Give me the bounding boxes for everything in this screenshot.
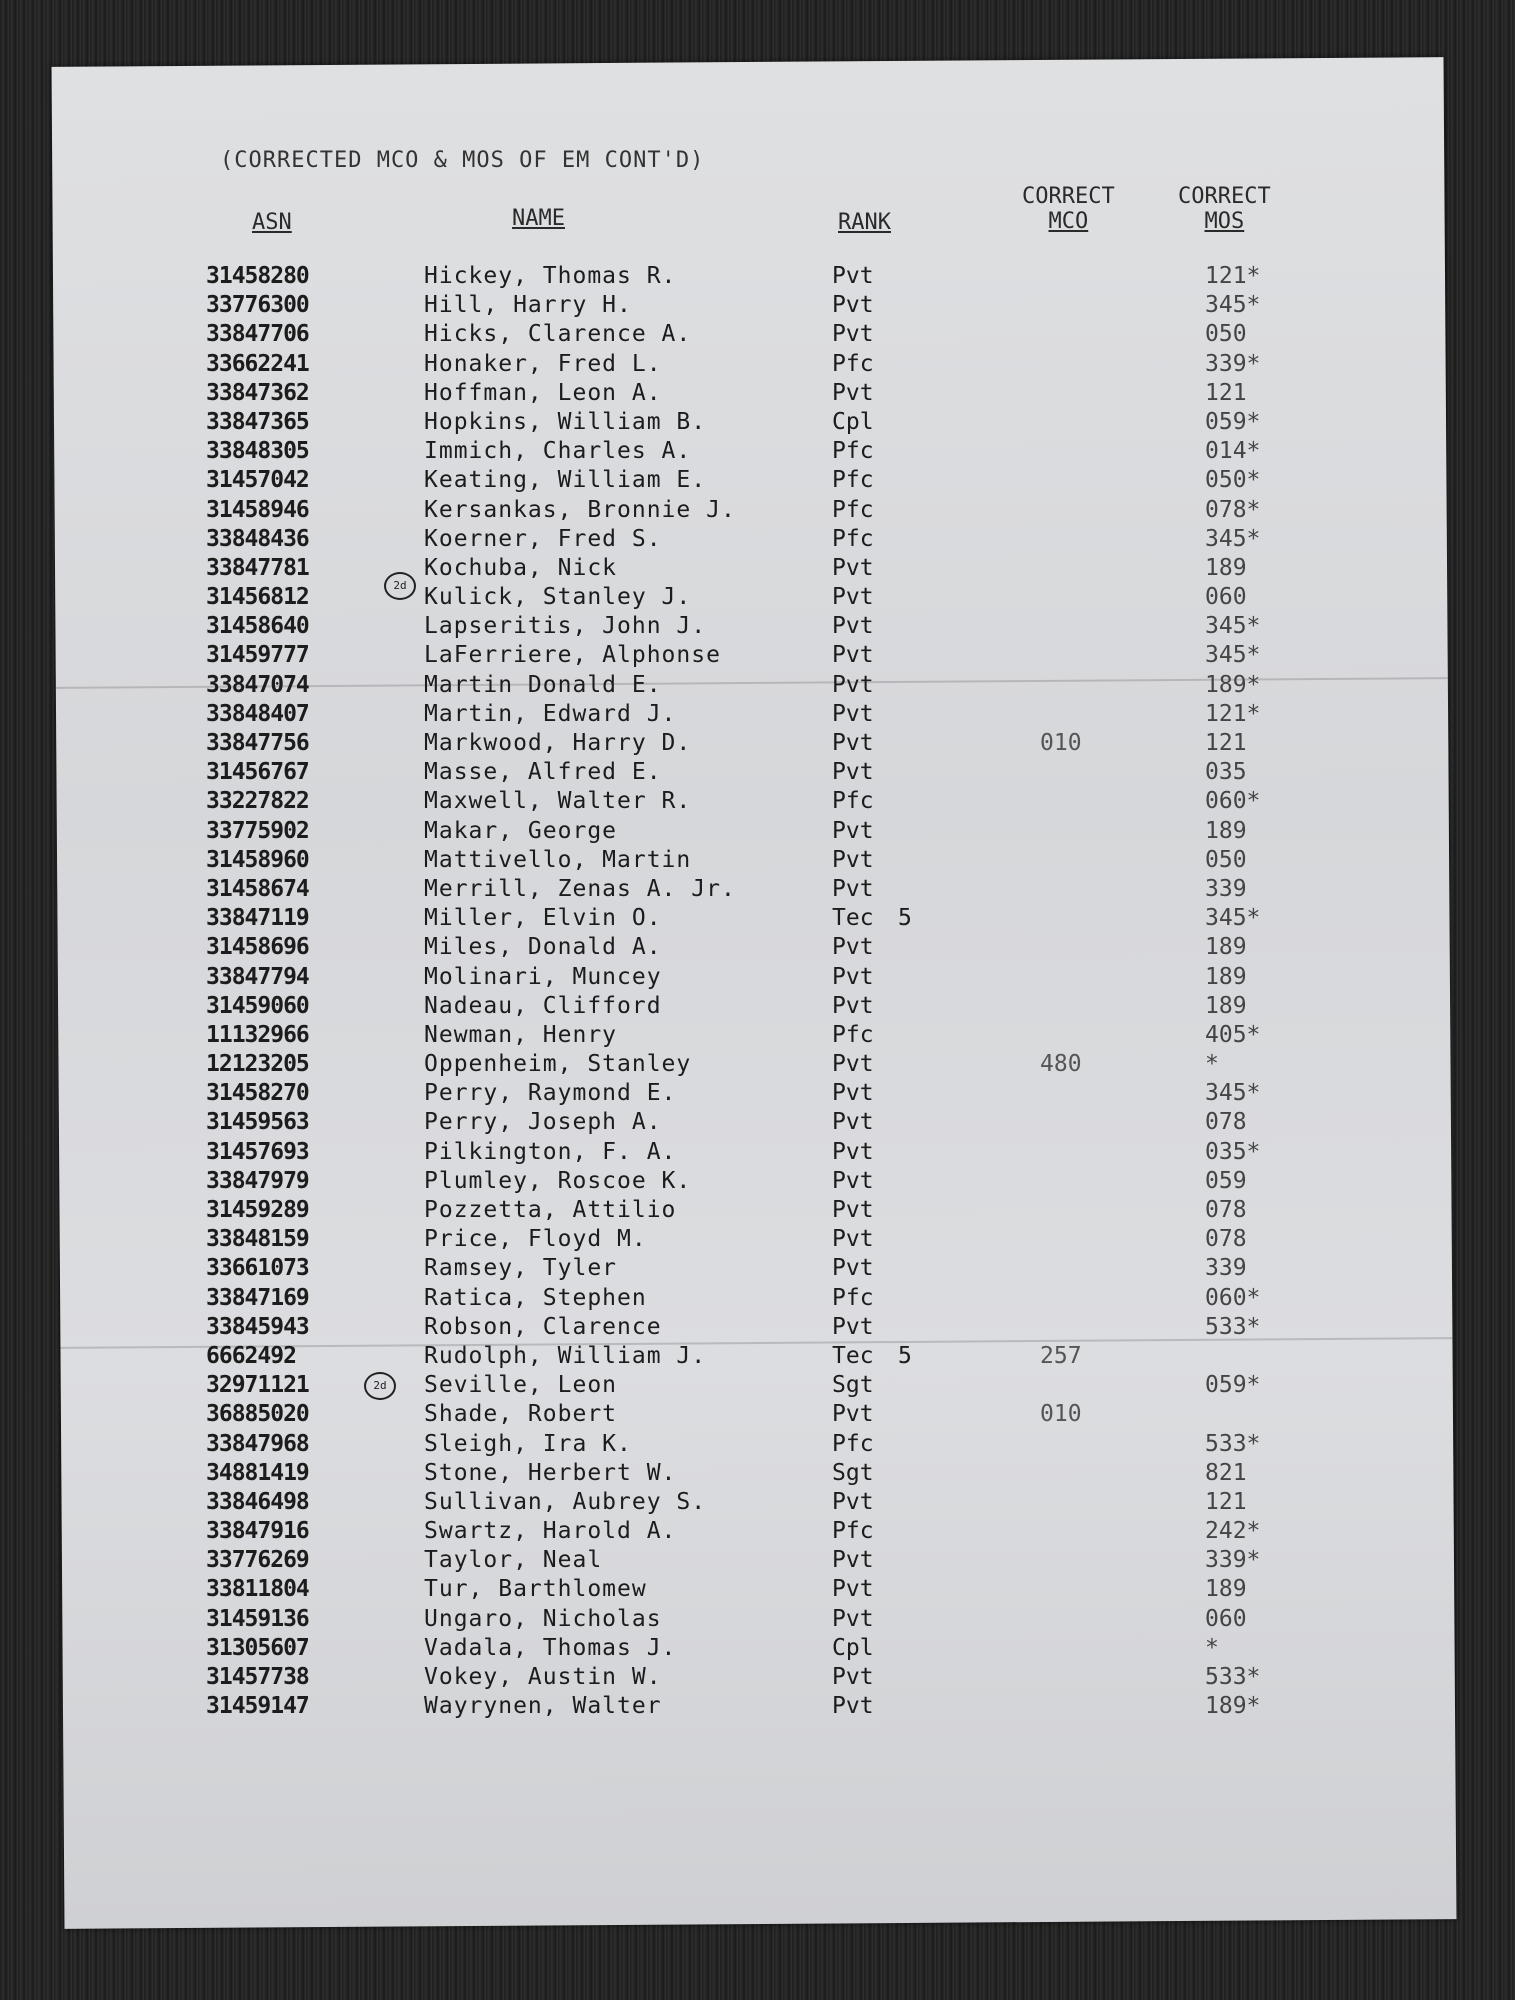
margin-mark: 2d xyxy=(364,1372,396,1400)
rank-cell: Tec xyxy=(832,1342,874,1369)
mos-cell: * xyxy=(1205,1634,1219,1661)
asn-cell: 31458270 xyxy=(206,1080,309,1107)
table-row xyxy=(0,583,1515,612)
name-cell: Lapseritis, John J. xyxy=(424,613,707,640)
asn-cell: 33847756 xyxy=(206,730,309,756)
asn-header xyxy=(252,210,292,235)
name-cell: Kersankas, Bronnie J. xyxy=(424,496,736,523)
mos-cell: 189 xyxy=(1205,817,1247,844)
rank-cell: Pvt xyxy=(832,1226,874,1253)
mos-cell: 014* xyxy=(1205,438,1261,465)
mos-cell: 121 xyxy=(1205,730,1247,756)
name-cell: Hicks, Clarence A. xyxy=(424,321,692,348)
table-row xyxy=(0,1196,1515,1225)
table-row xyxy=(0,1634,1515,1663)
table-row xyxy=(0,1225,1515,1254)
table-row xyxy=(0,758,1515,787)
mos-cell: * xyxy=(1205,1051,1219,1078)
mos-cell: 345* xyxy=(1205,1080,1261,1107)
mos-cell: 189* xyxy=(1205,671,1261,698)
mos-cell: 121 xyxy=(1205,379,1247,406)
mco-header xyxy=(1022,184,1115,234)
name-cell: Keating, William E. xyxy=(424,467,707,494)
name-cell: Merrill, Zenas A. Jr. xyxy=(424,875,736,902)
name-cell: Robson, Clarence xyxy=(424,1313,662,1340)
asn-cell: 32971121 xyxy=(206,1372,309,1399)
asn-cell: 33848305 xyxy=(206,438,309,465)
rank-header-label: RANK xyxy=(838,210,891,235)
name-cell: Ramsey, Tyler xyxy=(424,1255,618,1282)
name-cell: Perry, Raymond E. xyxy=(424,1080,677,1107)
table-row xyxy=(0,1284,1515,1313)
name-cell: Sleigh, Ira K. xyxy=(424,1430,632,1457)
table-row xyxy=(0,320,1515,349)
asn-cell: 33661073 xyxy=(206,1255,309,1282)
name-cell: Stone, Herbert W. xyxy=(424,1459,677,1486)
mos-cell: 821 xyxy=(1205,1459,1247,1486)
asn-cell: 31459563 xyxy=(206,1109,309,1136)
name-cell: Martin, Edward J. xyxy=(424,700,677,727)
rank-cell: Sgt xyxy=(832,1459,874,1486)
mos-cell: 345* xyxy=(1205,642,1261,669)
rank-cell: Pfc xyxy=(832,525,874,552)
asn-cell: 31459777 xyxy=(206,642,309,669)
table-row xyxy=(0,1138,1515,1167)
name-cell: Shade, Robert xyxy=(424,1401,618,1428)
table-row xyxy=(0,496,1515,525)
mos-cell: 345* xyxy=(1205,525,1261,552)
rank-cell: Pvt xyxy=(832,1488,874,1515)
rank-cell: Pvt xyxy=(832,321,874,348)
rank-cell: Pvt xyxy=(832,1401,874,1428)
asn-cell: 33847781 xyxy=(206,554,309,581)
asn-cell: 33847365 xyxy=(206,408,309,435)
mos-cell: 405* xyxy=(1205,1021,1261,1048)
rank-cell: Pvt xyxy=(832,1547,874,1574)
mos-cell: 035* xyxy=(1205,1138,1261,1165)
table-row xyxy=(0,817,1515,846)
asn-cell: 33846498 xyxy=(206,1488,309,1515)
table-row xyxy=(0,1108,1515,1137)
rank-number-cell: 5 xyxy=(898,905,912,932)
name-cell: Hoffman, Leon A. xyxy=(424,379,662,406)
table-row xyxy=(0,1430,1515,1459)
rank-cell: Pvt xyxy=(832,963,874,990)
asn-cell: 12123205 xyxy=(206,1051,309,1078)
mos-cell: 060* xyxy=(1205,788,1261,815)
mos-cell: 189 xyxy=(1205,1576,1247,1603)
name-cell: Vadala, Thomas J. xyxy=(424,1634,677,1661)
name-cell: Pozzetta, Attilio xyxy=(424,1197,677,1223)
asn-cell: 33847169 xyxy=(206,1284,309,1311)
rank-cell: Pfc xyxy=(832,438,874,465)
mos-cell: 339 xyxy=(1205,875,1247,902)
name-cell: Swartz, Harold A. xyxy=(424,1518,677,1545)
rank-header xyxy=(838,210,891,235)
name-cell: Martin Donald E. xyxy=(424,671,662,698)
name-cell: Kochuba, Nick xyxy=(424,554,618,581)
table-row xyxy=(0,1575,1515,1604)
table-row xyxy=(0,1254,1515,1283)
rank-cell: Pvt xyxy=(832,1313,874,1340)
table-row xyxy=(0,992,1515,1021)
asn-cell: 33847074 xyxy=(206,671,309,698)
rank-cell: Pvt xyxy=(832,1605,874,1632)
name-cell: Miles, Donald A. xyxy=(424,934,662,961)
asn-cell: 31458696 xyxy=(206,934,309,961)
mos-cell: 035 xyxy=(1205,759,1247,786)
mos-cell: 078* xyxy=(1205,496,1261,523)
table-row xyxy=(0,700,1515,729)
rank-cell: Cpl xyxy=(832,408,874,435)
rank-cell: Pvt xyxy=(832,554,874,581)
asn-cell: 31457693 xyxy=(206,1138,309,1165)
mos-cell: 189 xyxy=(1205,992,1247,1019)
name-cell: Seville, Leon xyxy=(424,1372,618,1399)
name-cell: Mattivello, Martin xyxy=(424,846,692,873)
name-cell: Taylor, Neal xyxy=(424,1547,603,1574)
table-row xyxy=(0,379,1515,408)
mos-cell: 060 xyxy=(1205,1605,1247,1632)
rank-cell: Pvt xyxy=(832,759,874,786)
mos-cell: 121* xyxy=(1205,700,1261,727)
rank-cell: Pvt xyxy=(832,1576,874,1603)
name-cell: Immich, Charles A. xyxy=(424,438,692,465)
mos-cell: 078 xyxy=(1205,1197,1247,1223)
asn-cell: 33776269 xyxy=(206,1547,309,1574)
name-cell: Kulick, Stanley J. xyxy=(424,584,692,611)
name-cell: Tur, Barthlomew xyxy=(424,1576,647,1603)
name-cell: Nadeau, Clifford xyxy=(424,992,662,1019)
asn-cell: 33775902 xyxy=(206,817,309,844)
table-row xyxy=(0,262,1515,291)
mos-cell: 059* xyxy=(1205,1372,1261,1399)
rank-cell: Pvt xyxy=(832,613,874,640)
asn-cell: 31458280 xyxy=(206,263,309,289)
mos-cell: 339* xyxy=(1205,1547,1261,1574)
table-row xyxy=(0,846,1515,875)
asn-cell: 31459147 xyxy=(206,1693,309,1720)
table-row xyxy=(0,612,1515,641)
table-row xyxy=(0,729,1515,758)
name-cell: Maxwell, Walter R. xyxy=(424,788,692,815)
table-row xyxy=(0,1517,1515,1546)
name-header-label: NAME xyxy=(512,206,565,231)
document-heading: (CORRECTED MCO & MOS OF EM CONT'D) xyxy=(220,148,705,173)
asn-cell: 33848436 xyxy=(206,525,309,552)
rank-cell: Pvt xyxy=(832,1138,874,1165)
mos-cell: 339* xyxy=(1205,350,1261,377)
mos-cell: 050* xyxy=(1205,467,1261,494)
mos-cell: 533* xyxy=(1205,1664,1261,1690)
name-cell: Price, Floyd M. xyxy=(424,1226,647,1253)
rank-cell: Pvt xyxy=(832,642,874,669)
name-cell: Koerner, Fred S. xyxy=(424,525,662,552)
mos-cell: 078 xyxy=(1205,1226,1247,1253)
table-row xyxy=(0,408,1515,437)
rank-number-cell: 5 xyxy=(898,1342,912,1369)
rank-cell: Pvt xyxy=(832,1051,874,1078)
table-row xyxy=(0,1079,1515,1108)
mos-cell: 533* xyxy=(1205,1313,1261,1340)
rank-cell: Pvt xyxy=(832,1693,874,1720)
table-row xyxy=(0,350,1515,379)
table-row xyxy=(0,554,1515,583)
name-cell: Ungaro, Nicholas xyxy=(424,1605,662,1632)
name-header xyxy=(512,206,565,231)
asn-header-label: ASN xyxy=(252,210,292,235)
table-row xyxy=(0,875,1515,904)
name-cell: Makar, George xyxy=(424,817,618,844)
asn-cell: 33847794 xyxy=(206,963,309,990)
name-cell: Hopkins, William B. xyxy=(424,408,707,435)
name-cell: Sullivan, Aubrey S. xyxy=(424,1488,707,1515)
table-row xyxy=(0,1546,1515,1575)
rank-cell: Pfc xyxy=(832,1021,874,1048)
rank-cell: Tec xyxy=(832,905,874,932)
rank-cell: Pvt xyxy=(832,817,874,844)
rank-cell: Pvt xyxy=(832,263,874,289)
mco-cell: 480 xyxy=(1040,1051,1082,1078)
rank-cell: Pfc xyxy=(832,1518,874,1545)
name-cell: Perry, Joseph A. xyxy=(424,1109,662,1136)
asn-cell: 33847968 xyxy=(206,1430,309,1457)
table-row xyxy=(0,1663,1515,1692)
asn-cell: 33848407 xyxy=(206,700,309,727)
mos-cell: 345* xyxy=(1205,292,1261,319)
rank-cell: Pvt xyxy=(832,1197,874,1223)
asn-cell: 11132966 xyxy=(206,1021,309,1048)
name-cell: LaFerriere, Alphonse xyxy=(424,642,721,669)
rank-cell: Pvt xyxy=(832,700,874,727)
rank-cell: Pvt xyxy=(832,1167,874,1194)
table-row xyxy=(0,904,1515,933)
table-row xyxy=(0,641,1515,670)
rank-cell: Sgt xyxy=(832,1372,874,1399)
asn-cell: 33847979 xyxy=(206,1167,309,1194)
mos-cell: 533* xyxy=(1205,1430,1261,1457)
mos-cell: 121 xyxy=(1205,1488,1247,1515)
asn-cell: 33847706 xyxy=(206,321,309,348)
mco-header-bottom: MCO xyxy=(1048,209,1089,234)
rank-cell: Pvt xyxy=(832,1109,874,1136)
name-cell: Newman, Henry xyxy=(424,1021,618,1048)
rank-cell: Pvt xyxy=(832,730,874,756)
rank-cell: Pvt xyxy=(832,1255,874,1282)
mos-cell: 060 xyxy=(1205,584,1247,611)
name-cell: Oppenheim, Stanley xyxy=(424,1051,692,1078)
table-row xyxy=(0,1342,1515,1371)
rank-cell: Pvt xyxy=(832,846,874,873)
margin-mark: 2d xyxy=(384,572,416,600)
asn-cell: 33847362 xyxy=(206,379,309,406)
name-cell: Pilkington, F. A. xyxy=(424,1138,677,1165)
rank-cell: Pvt xyxy=(832,1664,874,1690)
mos-cell: 050 xyxy=(1205,321,1247,348)
table-row xyxy=(0,787,1515,816)
mos-cell: 078 xyxy=(1205,1109,1247,1136)
asn-cell: 34881419 xyxy=(206,1459,309,1486)
asn-cell: 33847916 xyxy=(206,1518,309,1545)
table-row xyxy=(0,1371,1515,1400)
table-row xyxy=(0,671,1515,700)
name-cell: Molinari, Muncey xyxy=(424,963,662,990)
asn-cell: 33662241 xyxy=(206,350,309,377)
rank-cell: Cpl xyxy=(832,1634,874,1661)
name-cell: Rudolph, William J. xyxy=(424,1342,707,1369)
mos-header xyxy=(1178,184,1271,234)
asn-cell: 33227822 xyxy=(206,788,309,815)
name-cell: Hill, Harry H. xyxy=(424,292,632,319)
table-row xyxy=(0,437,1515,466)
table-row xyxy=(0,1050,1515,1079)
rank-cell: Pfc xyxy=(832,1284,874,1311)
asn-cell: 33811804 xyxy=(206,1576,309,1603)
table-row xyxy=(0,963,1515,992)
asn-cell: 31459136 xyxy=(206,1605,309,1632)
asn-cell: 36885020 xyxy=(206,1401,309,1428)
asn-cell: 33848159 xyxy=(206,1226,309,1253)
asn-cell: 33847119 xyxy=(206,905,309,932)
rank-cell: Pfc xyxy=(832,788,874,815)
asn-cell: 31456767 xyxy=(206,759,309,786)
mos-cell: 121* xyxy=(1205,263,1261,289)
name-cell: Miller, Elvin O. xyxy=(424,905,662,932)
table-row xyxy=(0,1459,1515,1488)
mco-header-top: CORRECT xyxy=(1022,184,1115,209)
rank-cell: Pvt xyxy=(832,671,874,698)
mos-cell: 189 xyxy=(1205,963,1247,990)
mos-cell: 189 xyxy=(1205,934,1247,961)
name-cell: Wayrynen, Walter xyxy=(424,1693,662,1720)
table-row xyxy=(0,1605,1515,1634)
rank-cell: Pvt xyxy=(832,379,874,406)
mos-cell: 345* xyxy=(1205,905,1261,932)
mos-cell: 345* xyxy=(1205,613,1261,640)
asn-cell: 31458946 xyxy=(206,496,309,523)
table-row xyxy=(0,1488,1515,1517)
table-row xyxy=(0,1400,1515,1429)
rank-cell: Pvt xyxy=(832,584,874,611)
asn-cell: 31459289 xyxy=(206,1197,309,1223)
rank-cell: Pfc xyxy=(832,467,874,494)
mos-cell: 189* xyxy=(1205,1693,1261,1720)
mco-cell: 010 xyxy=(1040,1401,1082,1428)
asn-cell: 33776300 xyxy=(206,292,309,319)
table-row xyxy=(0,1692,1515,1721)
asn-cell: 31458960 xyxy=(206,846,309,873)
mos-cell: 050 xyxy=(1205,846,1247,873)
table-row xyxy=(0,466,1515,495)
name-cell: Plumley, Roscoe K. xyxy=(424,1167,692,1194)
rank-cell: Pvt xyxy=(832,292,874,319)
name-cell: Ratica, Stephen xyxy=(424,1284,647,1311)
mos-cell: 242* xyxy=(1205,1518,1261,1545)
asn-cell: 31458674 xyxy=(206,875,309,902)
rank-cell: Pfc xyxy=(832,496,874,523)
asn-cell: 33845943 xyxy=(206,1313,309,1340)
rank-cell: Pvt xyxy=(832,934,874,961)
table-row xyxy=(0,525,1515,554)
table-row xyxy=(0,1167,1515,1196)
rank-cell: Pvt xyxy=(832,875,874,902)
table-row xyxy=(0,1313,1515,1342)
asn-cell: 31458640 xyxy=(206,613,309,640)
asn-cell: 31456812 xyxy=(206,584,309,611)
name-cell: Hickey, Thomas R. xyxy=(424,263,677,289)
asn-cell: 31305607 xyxy=(206,1634,309,1661)
mos-cell: 189 xyxy=(1205,554,1247,581)
mos-header-top: CORRECT xyxy=(1178,184,1271,209)
name-cell: Honaker, Fred L. xyxy=(424,350,662,377)
rank-cell: Pfc xyxy=(832,1430,874,1457)
asn-cell: 31457738 xyxy=(206,1664,309,1690)
asn-cell: 6662492 xyxy=(206,1342,296,1369)
mco-cell: 257 xyxy=(1040,1342,1082,1369)
roster-table xyxy=(0,262,1515,1721)
mco-cell: 010 xyxy=(1040,730,1082,756)
table-row xyxy=(0,933,1515,962)
mos-cell: 059 xyxy=(1205,1167,1247,1194)
name-cell: Markwood, Harry D. xyxy=(424,730,692,756)
mos-cell: 060* xyxy=(1205,1284,1261,1311)
asn-cell: 31457042 xyxy=(206,467,309,494)
mos-header-bottom: MOS xyxy=(1204,209,1245,234)
rank-cell: Pvt xyxy=(832,992,874,1019)
rank-cell: Pfc xyxy=(832,350,874,377)
table-row xyxy=(0,291,1515,320)
table-row xyxy=(0,1021,1515,1050)
name-cell: Vokey, Austin W. xyxy=(424,1664,662,1690)
name-cell: Masse, Alfred E. xyxy=(424,759,662,786)
mos-cell: 059* xyxy=(1205,408,1261,435)
asn-cell: 31459060 xyxy=(206,992,309,1019)
rank-cell: Pvt xyxy=(832,1080,874,1107)
mos-cell: 339 xyxy=(1205,1255,1247,1282)
